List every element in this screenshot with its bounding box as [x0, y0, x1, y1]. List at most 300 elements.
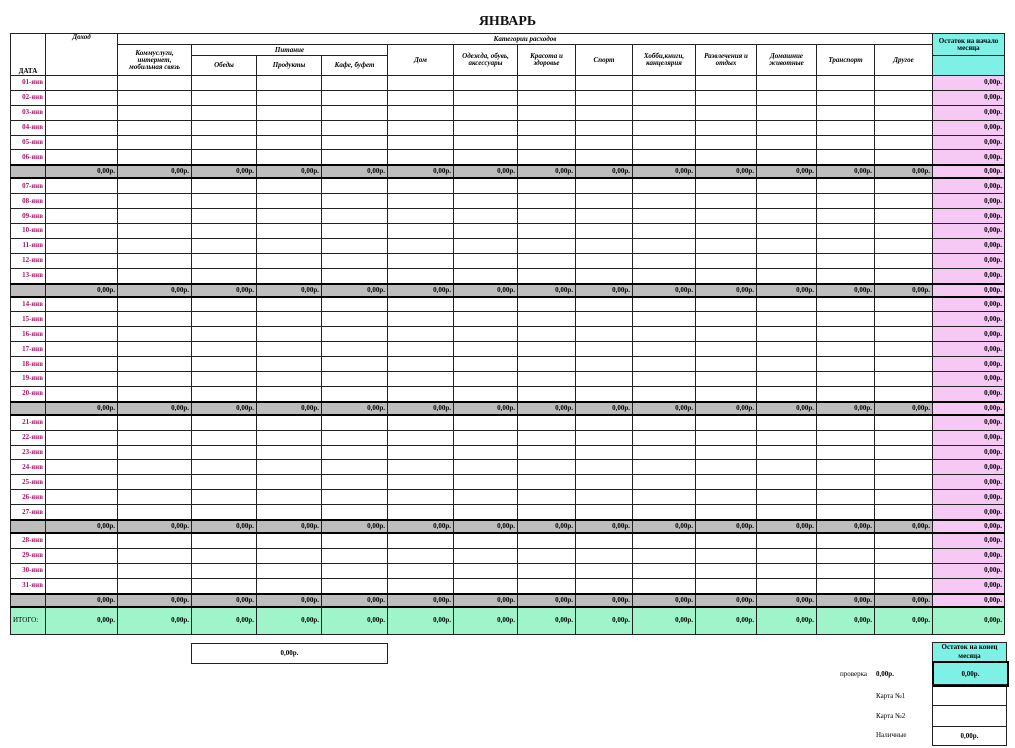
- amount-cell[interactable]: [118, 460, 192, 475]
- amount-cell[interactable]: [757, 297, 817, 312]
- amount-cell[interactable]: [322, 533, 388, 548]
- amount-cell[interactable]: [817, 178, 875, 193]
- amount-cell[interactable]: [192, 150, 257, 165]
- amount-cell[interactable]: [388, 327, 454, 342]
- amount-cell[interactable]: [875, 372, 933, 387]
- amount-cell[interactable]: [633, 105, 696, 120]
- amount-cell[interactable]: [518, 268, 576, 283]
- amount-cell[interactable]: [576, 76, 633, 91]
- amount-cell[interactable]: [875, 505, 933, 520]
- amount-cell[interactable]: [257, 415, 322, 430]
- amount-cell[interactable]: [454, 268, 518, 283]
- amount-cell[interactable]: [454, 430, 518, 445]
- amount-cell[interactable]: [518, 445, 576, 460]
- amount-cell[interactable]: [322, 342, 388, 357]
- amount-cell[interactable]: [454, 415, 518, 430]
- amount-cell[interactable]: [192, 238, 257, 253]
- amount-cell[interactable]: [454, 475, 518, 490]
- amount-cell[interactable]: [757, 253, 817, 268]
- amount-cell[interactable]: [322, 105, 388, 120]
- amount-cell[interactable]: [388, 460, 454, 475]
- amount-cell[interactable]: [518, 76, 576, 91]
- amount-cell[interactable]: [576, 563, 633, 578]
- amount-cell[interactable]: [757, 224, 817, 239]
- amount-cell[interactable]: [118, 578, 192, 593]
- amount-cell[interactable]: [633, 505, 696, 520]
- amount-cell[interactable]: [257, 105, 322, 120]
- amount-cell[interactable]: [696, 475, 757, 490]
- card1-input[interactable]: [932, 684, 1007, 706]
- amount-cell[interactable]: [388, 312, 454, 327]
- amount-cell[interactable]: [576, 297, 633, 312]
- amount-cell[interactable]: [696, 327, 757, 342]
- amount-cell[interactable]: [322, 430, 388, 445]
- amount-cell[interactable]: [518, 563, 576, 578]
- amount-cell[interactable]: [46, 372, 118, 387]
- amount-cell[interactable]: [46, 150, 118, 165]
- amount-cell[interactable]: [192, 460, 257, 475]
- amount-cell[interactable]: [518, 120, 576, 135]
- amount-cell[interactable]: [322, 224, 388, 239]
- amount-cell[interactable]: [817, 150, 875, 165]
- amount-cell[interactable]: [388, 90, 454, 105]
- amount-cell[interactable]: [576, 209, 633, 224]
- amount-cell[interactable]: [257, 460, 322, 475]
- amount-cell[interactable]: [633, 430, 696, 445]
- amount-cell[interactable]: [696, 105, 757, 120]
- amount-cell[interactable]: [192, 415, 257, 430]
- amount-cell[interactable]: [192, 578, 257, 593]
- amount-cell[interactable]: [757, 490, 817, 505]
- amount-cell[interactable]: [576, 178, 633, 193]
- amount-cell[interactable]: [322, 327, 388, 342]
- amount-cell[interactable]: [875, 297, 933, 312]
- amount-cell[interactable]: [757, 578, 817, 593]
- amount-cell[interactable]: [696, 386, 757, 401]
- amount-cell[interactable]: [576, 490, 633, 505]
- amount-cell[interactable]: [518, 505, 576, 520]
- amount-cell[interactable]: [817, 548, 875, 563]
- amount-cell[interactable]: [757, 342, 817, 357]
- amount-cell[interactable]: [696, 460, 757, 475]
- amount-cell[interactable]: [454, 194, 518, 209]
- amount-cell[interactable]: [576, 224, 633, 239]
- amount-cell[interactable]: [118, 386, 192, 401]
- amount-cell[interactable]: [633, 238, 696, 253]
- amount-cell[interactable]: [696, 150, 757, 165]
- amount-cell[interactable]: [875, 490, 933, 505]
- amount-cell[interactable]: [875, 312, 933, 327]
- amount-cell[interactable]: [633, 578, 696, 593]
- amount-cell[interactable]: [46, 505, 118, 520]
- amount-cell[interactable]: [518, 224, 576, 239]
- amount-cell[interactable]: [192, 342, 257, 357]
- amount-cell[interactable]: [633, 548, 696, 563]
- amount-cell[interactable]: [633, 386, 696, 401]
- amount-cell[interactable]: [518, 460, 576, 475]
- amount-cell[interactable]: [388, 178, 454, 193]
- amount-cell[interactable]: [388, 105, 454, 120]
- amount-cell[interactable]: [696, 194, 757, 209]
- amount-cell[interactable]: [757, 209, 817, 224]
- amount-cell[interactable]: [817, 578, 875, 593]
- amount-cell[interactable]: [518, 194, 576, 209]
- amount-cell[interactable]: [388, 533, 454, 548]
- amount-cell[interactable]: [757, 120, 817, 135]
- amount-cell[interactable]: [118, 327, 192, 342]
- amount-cell[interactable]: [388, 415, 454, 430]
- amount-cell[interactable]: [875, 460, 933, 475]
- amount-cell[interactable]: [576, 120, 633, 135]
- amount-cell[interactable]: [576, 90, 633, 105]
- amount-cell[interactable]: [633, 563, 696, 578]
- amount-cell[interactable]: [192, 105, 257, 120]
- amount-cell[interactable]: [118, 430, 192, 445]
- amount-cell[interactable]: [633, 253, 696, 268]
- amount-cell[interactable]: [118, 120, 192, 135]
- amount-cell[interactable]: [118, 372, 192, 387]
- amount-cell[interactable]: [875, 548, 933, 563]
- amount-cell[interactable]: [757, 386, 817, 401]
- amount-cell[interactable]: [192, 533, 257, 548]
- amount-cell[interactable]: [46, 430, 118, 445]
- amount-cell[interactable]: [633, 150, 696, 165]
- amount-cell[interactable]: [757, 475, 817, 490]
- amount-cell[interactable]: [46, 312, 118, 327]
- amount-cell[interactable]: [388, 253, 454, 268]
- amount-cell[interactable]: [388, 357, 454, 372]
- amount-cell[interactable]: [46, 178, 118, 193]
- amount-cell[interactable]: [576, 253, 633, 268]
- amount-cell[interactable]: [817, 357, 875, 372]
- amount-cell[interactable]: [322, 548, 388, 563]
- amount-cell[interactable]: [118, 194, 192, 209]
- amount-cell[interactable]: [322, 135, 388, 150]
- amount-cell[interactable]: [696, 490, 757, 505]
- amount-cell[interactable]: [454, 76, 518, 91]
- amount-cell[interactable]: [454, 357, 518, 372]
- amount-cell[interactable]: [46, 209, 118, 224]
- amount-cell[interactable]: [696, 90, 757, 105]
- amount-cell[interactable]: [696, 548, 757, 563]
- amount-cell[interactable]: [257, 150, 322, 165]
- amount-cell[interactable]: [757, 268, 817, 283]
- amount-cell[interactable]: [817, 312, 875, 327]
- amount-cell[interactable]: [576, 533, 633, 548]
- balance-end-value[interactable]: 0,00р.: [932, 661, 1009, 687]
- amount-cell[interactable]: [46, 578, 118, 593]
- amount-cell[interactable]: [633, 90, 696, 105]
- amount-cell[interactable]: [118, 533, 192, 548]
- amount-cell[interactable]: [46, 105, 118, 120]
- amount-cell[interactable]: [576, 415, 633, 430]
- amount-cell[interactable]: [633, 490, 696, 505]
- amount-cell[interactable]: [576, 386, 633, 401]
- amount-cell[interactable]: [46, 475, 118, 490]
- amount-cell[interactable]: [118, 415, 192, 430]
- amount-cell[interactable]: [518, 475, 576, 490]
- amount-cell[interactable]: [46, 445, 118, 460]
- amount-cell[interactable]: [454, 90, 518, 105]
- amount-cell[interactable]: [118, 105, 192, 120]
- amount-cell[interactable]: [192, 268, 257, 283]
- amount-cell[interactable]: [875, 105, 933, 120]
- amount-cell[interactable]: [633, 194, 696, 209]
- amount-cell[interactable]: [875, 178, 933, 193]
- amount-cell[interactable]: [817, 297, 875, 312]
- amount-cell[interactable]: [192, 386, 257, 401]
- amount-cell[interactable]: [518, 209, 576, 224]
- amount-cell[interactable]: [817, 76, 875, 91]
- amount-cell[interactable]: [388, 475, 454, 490]
- amount-cell[interactable]: [757, 327, 817, 342]
- amount-cell[interactable]: [875, 445, 933, 460]
- amount-cell[interactable]: [454, 150, 518, 165]
- amount-cell[interactable]: [46, 224, 118, 239]
- amount-cell[interactable]: [257, 209, 322, 224]
- amount-cell[interactable]: [192, 548, 257, 563]
- amount-cell[interactable]: [633, 533, 696, 548]
- amount-cell[interactable]: [633, 268, 696, 283]
- amount-cell[interactable]: [46, 268, 118, 283]
- amount-cell[interactable]: [875, 238, 933, 253]
- amount-cell[interactable]: [817, 135, 875, 150]
- amount-cell[interactable]: [388, 224, 454, 239]
- amount-cell[interactable]: [696, 357, 757, 372]
- amount-cell[interactable]: [696, 178, 757, 193]
- amount-cell[interactable]: [696, 533, 757, 548]
- amount-cell[interactable]: [696, 209, 757, 224]
- amount-cell[interactable]: [817, 445, 875, 460]
- amount-cell[interactable]: [696, 135, 757, 150]
- amount-cell[interactable]: [118, 135, 192, 150]
- amount-cell[interactable]: [257, 342, 322, 357]
- amount-cell[interactable]: [817, 120, 875, 135]
- amount-cell[interactable]: [192, 475, 257, 490]
- amount-cell[interactable]: [46, 563, 118, 578]
- amount-cell[interactable]: [257, 357, 322, 372]
- amount-cell[interactable]: [518, 386, 576, 401]
- amount-cell[interactable]: [875, 357, 933, 372]
- amount-cell[interactable]: [817, 194, 875, 209]
- amount-cell[interactable]: [696, 312, 757, 327]
- amount-cell[interactable]: [192, 563, 257, 578]
- amount-cell[interactable]: [46, 135, 118, 150]
- amount-cell[interactable]: [322, 460, 388, 475]
- amount-cell[interactable]: [118, 209, 192, 224]
- amount-cell[interactable]: [454, 238, 518, 253]
- amount-cell[interactable]: [576, 238, 633, 253]
- amount-cell[interactable]: [257, 253, 322, 268]
- amount-cell[interactable]: [322, 490, 388, 505]
- amount-cell[interactable]: [454, 386, 518, 401]
- amount-cell[interactable]: [518, 490, 576, 505]
- amount-cell[interactable]: [257, 120, 322, 135]
- card2-input[interactable]: [932, 705, 1007, 727]
- amount-cell[interactable]: [817, 430, 875, 445]
- amount-cell[interactable]: [817, 238, 875, 253]
- amount-cell[interactable]: [757, 76, 817, 91]
- amount-cell[interactable]: [257, 430, 322, 445]
- amount-cell[interactable]: [757, 150, 817, 165]
- amount-cell[interactable]: [875, 342, 933, 357]
- amount-cell[interactable]: [118, 563, 192, 578]
- amount-cell[interactable]: [757, 445, 817, 460]
- amount-cell[interactable]: [696, 430, 757, 445]
- amount-cell[interactable]: [257, 238, 322, 253]
- amount-cell[interactable]: [454, 105, 518, 120]
- amount-cell[interactable]: [633, 327, 696, 342]
- amount-cell[interactable]: [518, 312, 576, 327]
- amount-cell[interactable]: [757, 460, 817, 475]
- amount-cell[interactable]: [322, 120, 388, 135]
- amount-cell[interactable]: [388, 76, 454, 91]
- amount-cell[interactable]: [817, 327, 875, 342]
- amount-cell[interactable]: [518, 297, 576, 312]
- amount-cell[interactable]: [875, 194, 933, 209]
- amount-cell[interactable]: [875, 533, 933, 548]
- amount-cell[interactable]: [322, 297, 388, 312]
- amount-cell[interactable]: [696, 297, 757, 312]
- amount-cell[interactable]: [817, 90, 875, 105]
- amount-cell[interactable]: [322, 312, 388, 327]
- amount-cell[interactable]: [518, 342, 576, 357]
- amount-cell[interactable]: [518, 90, 576, 105]
- amount-cell[interactable]: [46, 357, 118, 372]
- amount-cell[interactable]: [576, 445, 633, 460]
- amount-cell[interactable]: [757, 372, 817, 387]
- amount-cell[interactable]: [257, 490, 322, 505]
- amount-cell[interactable]: [576, 150, 633, 165]
- amount-cell[interactable]: [633, 342, 696, 357]
- amount-cell[interactable]: [696, 415, 757, 430]
- amount-cell[interactable]: [757, 533, 817, 548]
- amount-cell[interactable]: [817, 490, 875, 505]
- amount-cell[interactable]: [454, 135, 518, 150]
- amount-cell[interactable]: [46, 490, 118, 505]
- amount-cell[interactable]: [757, 505, 817, 520]
- amount-cell[interactable]: [388, 342, 454, 357]
- amount-cell[interactable]: [757, 238, 817, 253]
- amount-cell[interactable]: [518, 238, 576, 253]
- amount-cell[interactable]: [257, 372, 322, 387]
- amount-cell[interactable]: [633, 445, 696, 460]
- amount-cell[interactable]: [46, 342, 118, 357]
- amount-cell[interactable]: [192, 120, 257, 135]
- amount-cell[interactable]: [875, 76, 933, 91]
- amount-cell[interactable]: [696, 505, 757, 520]
- amount-cell[interactable]: [192, 76, 257, 91]
- amount-cell[interactable]: [454, 490, 518, 505]
- amount-cell[interactable]: [633, 460, 696, 475]
- amount-cell[interactable]: [875, 563, 933, 578]
- amount-cell[interactable]: [46, 238, 118, 253]
- amount-cell[interactable]: [633, 475, 696, 490]
- amount-cell[interactable]: [757, 548, 817, 563]
- amount-cell[interactable]: [257, 475, 322, 490]
- amount-cell[interactable]: [454, 327, 518, 342]
- amount-cell[interactable]: [817, 386, 875, 401]
- amount-cell[interactable]: [696, 268, 757, 283]
- amount-cell[interactable]: [46, 460, 118, 475]
- amount-cell[interactable]: [633, 135, 696, 150]
- amount-cell[interactable]: [192, 445, 257, 460]
- amount-cell[interactable]: [388, 430, 454, 445]
- amount-cell[interactable]: [118, 150, 192, 165]
- amount-cell[interactable]: [757, 563, 817, 578]
- amount-cell[interactable]: [875, 430, 933, 445]
- amount-cell[interactable]: [454, 297, 518, 312]
- amount-cell[interactable]: [576, 372, 633, 387]
- amount-cell[interactable]: [46, 386, 118, 401]
- amount-cell[interactable]: [118, 297, 192, 312]
- amount-cell[interactable]: [46, 327, 118, 342]
- amount-cell[interactable]: [454, 548, 518, 563]
- amount-cell[interactable]: [817, 224, 875, 239]
- amount-cell[interactable]: [633, 357, 696, 372]
- amount-cell[interactable]: [257, 194, 322, 209]
- amount-cell[interactable]: [576, 357, 633, 372]
- amount-cell[interactable]: [518, 135, 576, 150]
- amount-cell[interactable]: [757, 90, 817, 105]
- amount-cell[interactable]: [454, 505, 518, 520]
- amount-cell[interactable]: [118, 548, 192, 563]
- amount-cell[interactable]: [633, 312, 696, 327]
- balance-start-cell[interactable]: [933, 56, 1005, 76]
- amount-cell[interactable]: [696, 372, 757, 387]
- amount-cell[interactable]: [757, 135, 817, 150]
- amount-cell[interactable]: [192, 312, 257, 327]
- amount-cell[interactable]: [192, 357, 257, 372]
- amount-cell[interactable]: [576, 135, 633, 150]
- amount-cell[interactable]: [257, 327, 322, 342]
- amount-cell[interactable]: [118, 90, 192, 105]
- amount-cell[interactable]: [576, 578, 633, 593]
- amount-cell[interactable]: [518, 578, 576, 593]
- amount-cell[interactable]: [817, 563, 875, 578]
- amount-cell[interactable]: [817, 105, 875, 120]
- amount-cell[interactable]: [257, 135, 322, 150]
- amount-cell[interactable]: [454, 563, 518, 578]
- amount-cell[interactable]: [257, 178, 322, 193]
- amount-cell[interactable]: [875, 135, 933, 150]
- amount-cell[interactable]: [257, 224, 322, 239]
- amount-cell[interactable]: [257, 533, 322, 548]
- amount-cell[interactable]: [257, 445, 322, 460]
- amount-cell[interactable]: [518, 253, 576, 268]
- amount-cell[interactable]: [118, 76, 192, 91]
- amount-cell[interactable]: [118, 342, 192, 357]
- amount-cell[interactable]: [118, 224, 192, 239]
- amount-cell[interactable]: [322, 253, 388, 268]
- amount-cell[interactable]: [388, 238, 454, 253]
- amount-cell[interactable]: [875, 224, 933, 239]
- amount-cell[interactable]: [46, 533, 118, 548]
- amount-cell[interactable]: [388, 372, 454, 387]
- amount-cell[interactable]: [633, 415, 696, 430]
- amount-cell[interactable]: [322, 150, 388, 165]
- amount-cell[interactable]: [633, 209, 696, 224]
- amount-cell[interactable]: [322, 415, 388, 430]
- amount-cell[interactable]: [696, 253, 757, 268]
- amount-cell[interactable]: [322, 386, 388, 401]
- amount-cell[interactable]: [388, 386, 454, 401]
- amount-cell[interactable]: [454, 460, 518, 475]
- amount-cell[interactable]: [454, 445, 518, 460]
- amount-cell[interactable]: [46, 548, 118, 563]
- amount-cell[interactable]: [757, 178, 817, 193]
- amount-cell[interactable]: [46, 297, 118, 312]
